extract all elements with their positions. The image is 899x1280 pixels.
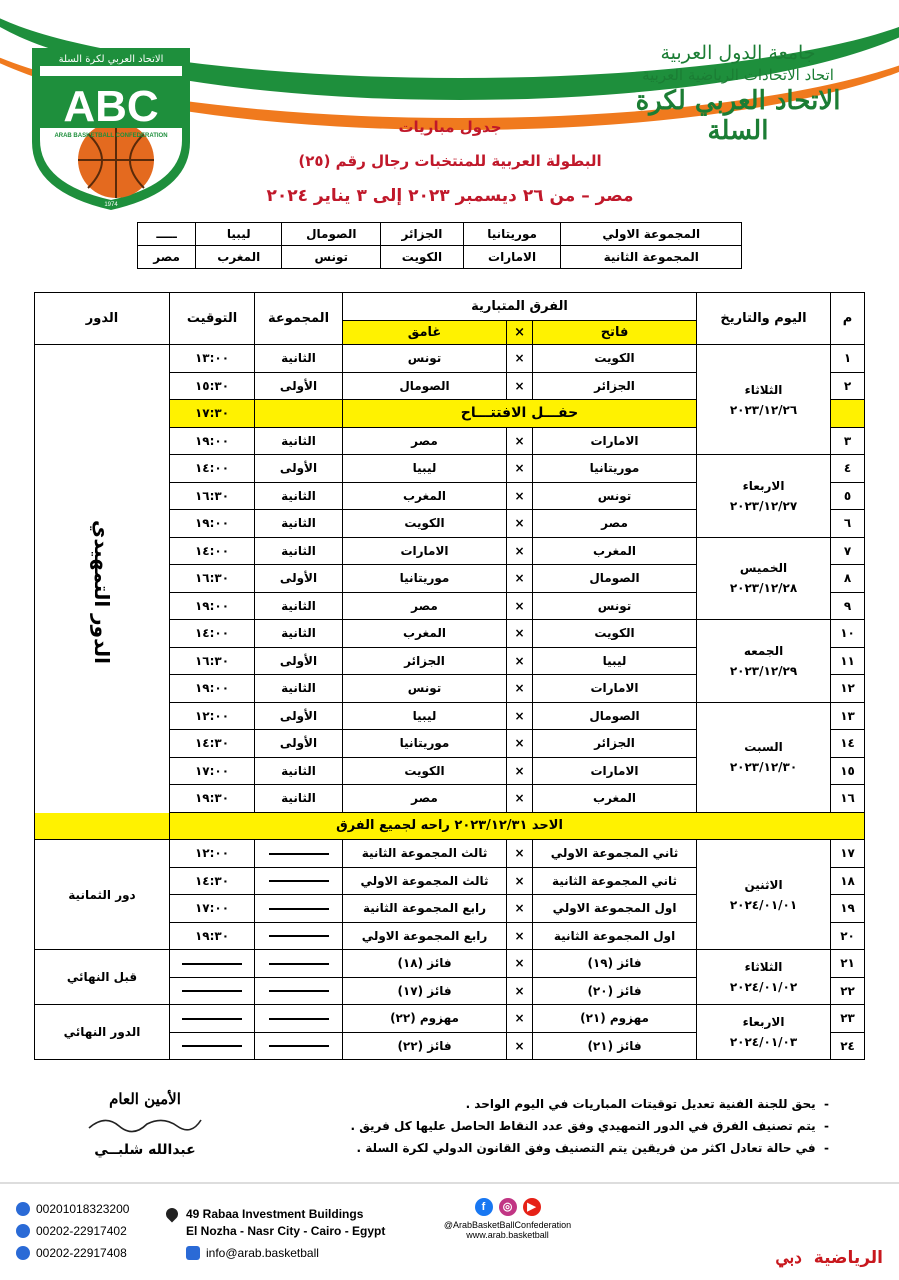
day-name: السبت xyxy=(744,740,783,754)
team-light: الامارات xyxy=(533,757,697,785)
versus: × xyxy=(507,1005,533,1033)
time: ١٤:٠٠ xyxy=(170,455,255,483)
org-line-3: الاتحاد العربي لكرة السلة xyxy=(635,86,841,146)
day-name: الخميس xyxy=(739,561,788,576)
svg-text:1974: 1974 xyxy=(104,202,118,208)
day-cell xyxy=(697,537,831,620)
phone-item: 00202-22917408 xyxy=(16,1242,129,1264)
signature-scribble xyxy=(85,1112,205,1134)
team-dark: تونس xyxy=(343,675,507,703)
match-num: ٢٢ xyxy=(831,977,865,1005)
time: ١٤:٣٠ xyxy=(170,730,255,758)
team-light: فائز (٢٠) xyxy=(533,977,697,1005)
group: الأولى xyxy=(255,455,343,483)
youtube-icon[interactable]: ▶ xyxy=(523,1198,541,1216)
group-label: المجموعة الاولي xyxy=(561,223,742,246)
time: ١٦:٣٠ xyxy=(170,647,255,675)
team-dark: رابع المجموعة الثانية xyxy=(343,895,507,923)
round-quarter: دور الثمانية xyxy=(35,840,170,950)
group: الأولى xyxy=(255,372,343,400)
table-row xyxy=(35,345,865,373)
group-dash xyxy=(255,840,343,868)
header-x: × xyxy=(507,321,533,345)
day-cell xyxy=(697,1005,831,1060)
versus: × xyxy=(507,372,533,400)
abc-logo xyxy=(26,42,196,212)
day-date: ٢٠٢٣/١٢/٣٠ xyxy=(729,760,798,774)
time: ١٣:٠٠ xyxy=(170,345,255,373)
versus: × xyxy=(507,785,533,813)
signature-title: الأمين العام xyxy=(109,1090,181,1108)
round-prelim: الدور التمهيدي xyxy=(35,345,170,840)
day-cell xyxy=(697,702,831,812)
schedule-title: جدول مباريات xyxy=(398,118,502,136)
team-dark: الامارات xyxy=(343,537,507,565)
versus: × xyxy=(507,620,533,648)
group: الثانية xyxy=(255,785,343,813)
team-dark: ثالث المجموعة الاولي xyxy=(343,867,507,895)
header-day: اليوم والتاريخ xyxy=(697,293,831,345)
team-light: الصومال xyxy=(533,702,697,730)
team-light: فائز (١٩) xyxy=(533,950,697,978)
versus: × xyxy=(507,345,533,373)
signature-block xyxy=(70,1090,220,1158)
instagram-icon[interactable]: ◎ xyxy=(499,1198,517,1216)
group: الأولى xyxy=(255,730,343,758)
phone-item: 00202-22917402 xyxy=(16,1220,129,1242)
day-date: ٢٠٢٣/١٢/٢٨ xyxy=(729,581,798,596)
versus: × xyxy=(507,895,533,923)
time: ١٥:٣٠ xyxy=(170,372,255,400)
signature-name: عبدالله شلبــي xyxy=(94,1142,196,1158)
team-dark: فائز (٢٢) xyxy=(343,1032,507,1060)
match-num: ٢٠ xyxy=(831,922,865,950)
match-num: ١٢ xyxy=(831,675,865,703)
notes-list xyxy=(269,1093,829,1159)
group-label: المجموعة الثانية xyxy=(561,246,742,269)
group-row xyxy=(138,246,742,269)
group-row xyxy=(138,223,742,246)
group-team: موريتانيا xyxy=(463,223,561,246)
team-dark: رابع المجموعة الاولي xyxy=(343,922,507,950)
versus: × xyxy=(507,427,533,455)
time: ١٩:٠٠ xyxy=(170,510,255,538)
day-date: ٢٠٢٤/٠١/٠٣ xyxy=(729,1035,798,1049)
day-cell xyxy=(697,620,831,703)
group: الثانية xyxy=(255,537,343,565)
facebook-icon[interactable]: f xyxy=(475,1198,493,1216)
phone-item: 00201018323200 xyxy=(16,1198,129,1220)
table-header-row xyxy=(35,293,865,321)
time: ١٢:٠٠ xyxy=(170,840,255,868)
group: الثانية xyxy=(255,427,343,455)
team-dark: مصر xyxy=(343,785,507,813)
table-row xyxy=(35,950,865,978)
group: الثانية xyxy=(255,675,343,703)
website[interactable]: www.arab.basketball xyxy=(466,1230,549,1240)
day-name: الاربعاء xyxy=(742,478,785,493)
group: الثانية xyxy=(255,345,343,373)
team-light: الكويت xyxy=(533,620,697,648)
match-num: ٦ xyxy=(831,510,865,538)
team-dark: المغرب xyxy=(343,620,507,648)
rest-day-row xyxy=(35,812,865,840)
day-cell xyxy=(697,840,831,950)
svg-text:الاتحاد العربي لكرة السلة: الاتحاد العربي لكرة السلة xyxy=(58,54,164,65)
team-dark: الصومال xyxy=(343,372,507,400)
time-dash xyxy=(170,977,255,1005)
match-num: ٤ xyxy=(831,455,865,483)
note-item: - في حالة تعادل اكثر من فريقين يتم التصنيف وفق القانون الدولي لكرة السلة . xyxy=(356,1141,829,1155)
header-time: التوقيت xyxy=(170,293,255,345)
day-name: الجمعه xyxy=(743,643,784,658)
match-num: ١ xyxy=(831,345,865,373)
team-light: المغرب xyxy=(533,537,697,565)
round-semi: قبل النهائي xyxy=(35,950,170,1005)
group-team: الكويت xyxy=(381,246,463,269)
team-light: تونس xyxy=(533,482,697,510)
versus: × xyxy=(507,840,533,868)
group-team: الامارات xyxy=(463,246,561,269)
opening-group xyxy=(255,400,343,428)
team-dark: المغرب xyxy=(343,482,507,510)
table-row xyxy=(35,840,865,868)
match-num: ١٧ xyxy=(831,840,865,868)
social-block xyxy=(420,1198,595,1240)
time: ١٧:٠٠ xyxy=(170,895,255,923)
team-dark: تونس xyxy=(343,345,507,373)
header-teams: الفرق المتبارية xyxy=(343,293,697,321)
footer-divider xyxy=(0,1182,899,1184)
day-name: الثلاثاء xyxy=(744,960,783,974)
round-final: الدور النهائي xyxy=(35,1005,170,1060)
time: ١٢:٠٠ xyxy=(170,702,255,730)
time: ١٩:٠٠ xyxy=(170,675,255,703)
dubai-sports-watermark: الرياضية دبي xyxy=(775,1248,883,1268)
group-team: المغرب xyxy=(196,246,282,269)
match-num: ١٣ xyxy=(831,702,865,730)
match-num: ١٩ xyxy=(831,895,865,923)
versus: × xyxy=(507,757,533,785)
time: ١٩:٠٠ xyxy=(170,592,255,620)
email-icon xyxy=(186,1246,200,1260)
header-light: فاتح xyxy=(533,321,697,345)
address: 49 Rabaa Investment Buildings El Nozha - Nasr City - Cairo - Egypt xyxy=(186,1206,385,1240)
group: الأولى xyxy=(255,702,343,730)
group: الثانية xyxy=(255,592,343,620)
day-cell xyxy=(697,455,831,538)
team-light: الامارات xyxy=(533,675,697,703)
versus: × xyxy=(507,922,533,950)
match-num: ١٥ xyxy=(831,757,865,785)
team-light: مهزوم (٢١) xyxy=(533,1005,697,1033)
phone-icon xyxy=(16,1246,30,1260)
team-dark: موريتانيا xyxy=(343,565,507,593)
time: ١٦:٣٠ xyxy=(170,565,255,593)
match-num: ٨ xyxy=(831,565,865,593)
day-date: ٢٠٢٣/١٢/٢٦ xyxy=(729,402,798,417)
versus: × xyxy=(507,730,533,758)
day-cell xyxy=(697,950,831,1005)
team-light: اول المجموعة الثانية xyxy=(533,922,697,950)
versus: × xyxy=(507,675,533,703)
group-dash xyxy=(255,867,343,895)
team-dark: مهزوم (٢٢) xyxy=(343,1005,507,1033)
table-row xyxy=(35,1005,865,1033)
time: ١٤:٣٠ xyxy=(170,867,255,895)
team-light: الكويت xyxy=(533,345,697,373)
group: الأولى xyxy=(255,647,343,675)
day-cell xyxy=(697,345,831,455)
day-date: ٢٠٢٤/٠١/٠١ xyxy=(729,897,798,912)
team-dark: الكويت xyxy=(343,510,507,538)
team-light: ثاني المجموعة الاولي xyxy=(533,840,697,868)
time: ١٩:٣٠ xyxy=(170,922,255,950)
versus: × xyxy=(507,565,533,593)
org-line-1: جامعة الدول العربية xyxy=(660,42,816,64)
group-dash xyxy=(255,950,343,978)
team-dark: ليبيا xyxy=(343,702,507,730)
group-team: تونس xyxy=(282,246,381,269)
versus: × xyxy=(507,592,533,620)
versus: × xyxy=(507,482,533,510)
versus: × xyxy=(507,977,533,1005)
versus: × xyxy=(507,510,533,538)
phone-icon xyxy=(16,1224,30,1238)
time: ١٤:٠٠ xyxy=(170,537,255,565)
match-num: ١٤ xyxy=(831,730,865,758)
versus: × xyxy=(507,647,533,675)
header-group: المجموعة xyxy=(255,293,343,345)
team-dark: الكويت xyxy=(343,757,507,785)
day-name: الاثنين xyxy=(744,877,783,892)
group: الثانية xyxy=(255,620,343,648)
team-dark: فائز (١٨) xyxy=(343,950,507,978)
team-light: الامارات xyxy=(533,427,697,455)
match-num: ٢ xyxy=(831,372,865,400)
group-team: الجزائر xyxy=(381,223,463,246)
day-name: الثلاثاء xyxy=(744,382,783,397)
match-num: ١١ xyxy=(831,647,865,675)
group-dash xyxy=(255,922,343,950)
team-light: تونس xyxy=(533,592,697,620)
group: الثانية xyxy=(255,757,343,785)
group-team: مصر xyxy=(138,246,196,269)
note-item: - يحق للجنة الفنية تعديل توقيتات المباريات في اليوم الواحد . xyxy=(465,1097,829,1111)
time-dash xyxy=(170,1005,255,1033)
location-pin-icon xyxy=(164,1206,181,1223)
team-dark: موريتانيا xyxy=(343,730,507,758)
time: ١٧:٠٠ xyxy=(170,757,255,785)
group-dash xyxy=(255,1005,343,1033)
rest-day-label: الاحد ٢٠٢٣/١٢/٣١ راحه لجميع الفرق xyxy=(35,812,865,840)
match-num: ١٦ xyxy=(831,785,865,813)
phone-icon xyxy=(16,1202,30,1216)
team-dark: مصر xyxy=(343,427,507,455)
group-team: ليبيا xyxy=(196,223,282,246)
day-date: ٢٠٢٣/١٢/٢٩ xyxy=(729,663,798,678)
group: الأولى xyxy=(255,565,343,593)
versus: × xyxy=(507,537,533,565)
header-dark: غامق xyxy=(343,321,507,345)
group-dash xyxy=(255,895,343,923)
group-dash xyxy=(255,1032,343,1060)
versus: × xyxy=(507,867,533,895)
team-light: المغرب xyxy=(533,785,697,813)
versus: × xyxy=(507,950,533,978)
time-dash xyxy=(170,950,255,978)
team-dark: الجزائر xyxy=(343,647,507,675)
team-light: ليبيا xyxy=(533,647,697,675)
team-light: الجزائر xyxy=(533,372,697,400)
group-dash xyxy=(255,977,343,1005)
team-dark: ليبيا xyxy=(343,455,507,483)
time: ١٦:٣٠ xyxy=(170,482,255,510)
match-num: ٣ xyxy=(831,427,865,455)
note-item: - يتم تصنيف الفرق في الدور التمهيدي وفق عدد النقاط الحاصل عليها كل فريق . xyxy=(350,1119,829,1133)
team-light: الصومال xyxy=(533,565,697,593)
match-num: ٥ xyxy=(831,482,865,510)
team-light: موريتانيا xyxy=(533,455,697,483)
group-team: الصومال xyxy=(282,223,381,246)
match-num: ٢٣ xyxy=(831,1005,865,1033)
team-dark: مصر xyxy=(343,592,507,620)
day-date: ٢٠٢٤/٠١/٠٢ xyxy=(729,980,798,994)
championship-title: البطولة العربية للمنتخبات رجال رقم (٢٥) xyxy=(298,152,602,170)
opening-label: حفـــل الافتتـــاح xyxy=(343,400,697,428)
time-dash xyxy=(170,1032,255,1060)
team-light: الجزائر xyxy=(533,730,697,758)
phone-list xyxy=(16,1198,129,1264)
time: ١٤:٠٠ xyxy=(170,620,255,648)
versus: × xyxy=(507,1032,533,1060)
svg-text:ABC: ABC xyxy=(63,82,159,131)
groups-table xyxy=(137,222,742,269)
social-handle: @ArabBasketBallConfederation xyxy=(443,1220,572,1230)
team-light: ثاني المجموعة الثانية xyxy=(533,867,697,895)
team-light: مصر xyxy=(533,510,697,538)
match-num: ٢٤ xyxy=(831,1032,865,1060)
opening-num xyxy=(831,400,865,428)
time: ١٩:٣٠ xyxy=(170,785,255,813)
team-light: اول المجموعة الاولي xyxy=(533,895,697,923)
versus: × xyxy=(507,702,533,730)
day-name: الاربعاء xyxy=(742,1015,785,1029)
team-dark: فائز (١٧) xyxy=(343,977,507,1005)
match-num: ٢١ xyxy=(831,950,865,978)
team-dark: ثالث المجموعة الثانية xyxy=(343,840,507,868)
match-num: ٩ xyxy=(831,592,865,620)
team-light: فائز (٢١) xyxy=(533,1032,697,1060)
match-num: ٧ xyxy=(831,537,865,565)
opening-time: ١٧:٣٠ xyxy=(170,400,255,428)
group: الثانية xyxy=(255,510,343,538)
schedule-table xyxy=(34,292,865,1060)
time: ١٩:٠٠ xyxy=(170,427,255,455)
group-team: ـــــ xyxy=(138,223,196,246)
header-round: الدور xyxy=(35,293,170,345)
match-num: ١٨ xyxy=(831,867,865,895)
group: الثانية xyxy=(255,482,343,510)
email[interactable]: info@arab.basketball xyxy=(186,1246,319,1260)
day-date: ٢٠٢٣/١٢/٢٧ xyxy=(729,498,798,513)
match-num: ١٠ xyxy=(831,620,865,648)
org-line-2: اتحاد الاتحادات الرياضية العربية xyxy=(642,66,834,84)
header-num: م xyxy=(831,293,865,345)
versus: × xyxy=(507,455,533,483)
svg-text:ARAB BASKETBALL CONFEDERATION: ARAB BASKETBALL CONFEDERATION xyxy=(54,133,168,139)
dates-title: مصر – من ٢٦ ديسمبر ٢٠٢٣ إلى ٣ يناير ٢٠٢٤ xyxy=(266,186,634,206)
